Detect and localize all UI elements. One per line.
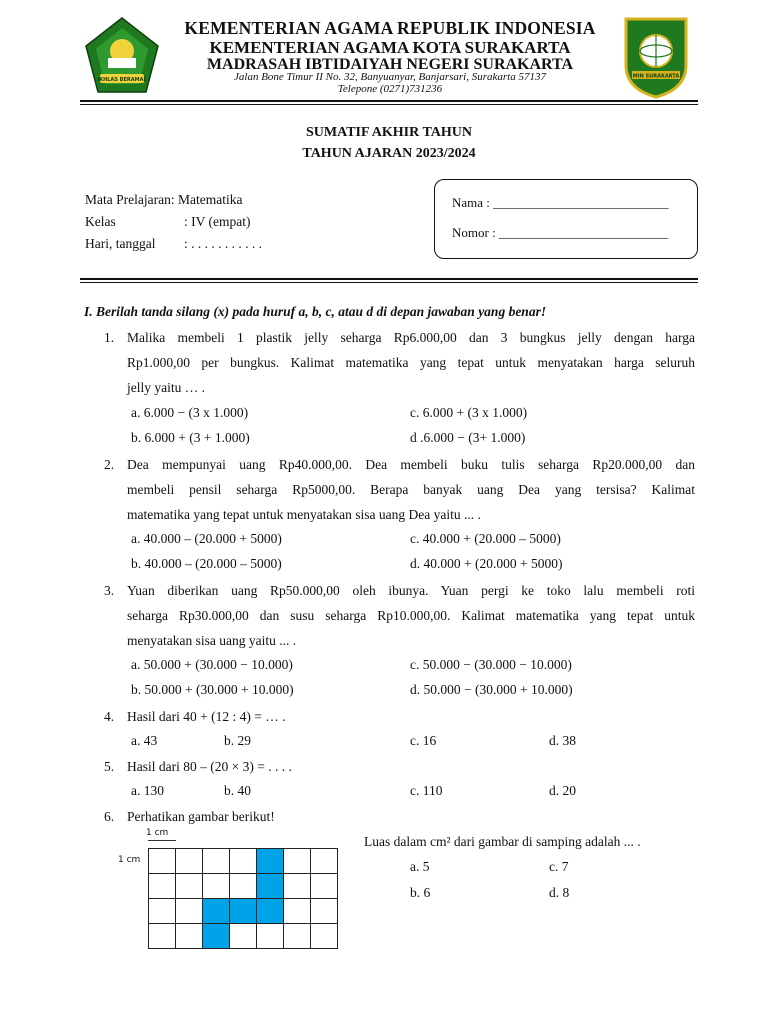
answer-option[interactable]: b. 6.000 + (3 + 1.000) <box>131 430 250 445</box>
grid-cell <box>175 923 203 949</box>
answer-option[interactable]: d. 50.000 − (30.000 + 10.000) <box>410 682 573 697</box>
logo-motto: IKHLAS BERAMAL <box>97 77 147 83</box>
grid-cell <box>175 873 203 899</box>
grid-cell <box>283 898 311 924</box>
school-name: MADRASAH IBTIDAIYAH NEGERI SURAKARTA <box>206 56 574 73</box>
question-line: jelly yaitu … . <box>127 380 205 395</box>
answer-option[interactable]: a. 40.000 – (20.000 + 5000) <box>131 531 282 546</box>
question-number: 6. <box>104 809 115 824</box>
answer-option[interactable]: c. 50.000 − (30.000 − 10.000) <box>410 657 572 672</box>
answer-option[interactable]: c. 110 <box>410 783 443 798</box>
ministry-logo <box>84 16 160 98</box>
answer-option[interactable]: c. 40.000 + (20.000 – 5000) <box>410 531 561 546</box>
grid-cell <box>310 848 338 874</box>
answer-option[interactable]: a. 130 <box>131 783 164 798</box>
question-line: Hasil dari 40 + (12 : 4) = … . <box>127 709 286 724</box>
answer-option[interactable]: b. 40.000 – (20.000 – 5000) <box>131 556 282 571</box>
question-number: 5. <box>104 759 115 774</box>
question-number: 4. <box>104 709 115 724</box>
question-line: matematika yang tepat untuk menyatakan sisa uang Dea yaitu ... . <box>127 507 481 522</box>
grid-cell-filled <box>256 898 284 924</box>
header-divider <box>80 100 698 102</box>
grid-cell-filled <box>256 873 284 899</box>
grid-cell <box>175 848 203 874</box>
grid-cell <box>310 898 338 924</box>
question-number: 3. <box>104 583 115 598</box>
exam-title: SUMATIF AKHIR TAHUN <box>306 125 472 140</box>
grid-cell <box>175 898 203 924</box>
academic-year: TAHUN AJARAN 2023/2024 <box>302 146 476 161</box>
dimension-label-top: 1 cm <box>146 828 169 838</box>
ministry-title: KEMENTERIAN AGAMA REPUBLIK INDONESIA <box>184 18 596 38</box>
answer-option[interactable]: d .6.000 − (3+ 1.000) <box>410 430 526 445</box>
dimension-label-left: 1 cm <box>118 855 141 865</box>
question-line: Malika membeli 1 plastik jelly seharga Rp6.000,00 dan 3 bungkus jelly dengan harga <box>127 330 695 345</box>
grid-cell-filled <box>202 898 230 924</box>
answer-option[interactable]: d. 40.000 + (20.000 + 5000) <box>410 556 563 571</box>
answer-option[interactable]: d. 20 <box>549 783 576 798</box>
grid-cell <box>310 873 338 899</box>
grid-cell <box>229 873 257 899</box>
grid-cell-filled <box>256 848 284 874</box>
answer-option[interactable]: a. 43 <box>131 733 158 748</box>
class-value: : IV (empat) <box>184 214 251 229</box>
grid-cell-filled <box>229 898 257 924</box>
school-address: Jalan Bone Timur II No. 32, Banyuanyar, Banjarsari, Surakarta 57137 <box>234 71 546 83</box>
grid-cell <box>148 873 176 899</box>
subject-label: Mata Prelajaran: Matematika <box>85 192 243 207</box>
school-logo-ribbon: MIN SURAKARTA <box>632 73 680 80</box>
question-line: Yuan diberikan uang Rp50.000,00 oleh ibunya. Yuan pergi ke toko lalu membeli roti <box>127 583 695 598</box>
school-logo <box>622 15 690 99</box>
question-line: Hasil dari 80 – (20 × 3) = . . . . <box>127 759 292 774</box>
number-field[interactable]: Nomor : __________________________ <box>452 225 668 240</box>
grid-cell <box>202 873 230 899</box>
grid-cell <box>283 923 311 949</box>
dimension-tick-top <box>148 840 176 841</box>
question-number: 2. <box>104 457 115 472</box>
grid-cell <box>148 848 176 874</box>
grid-cell <box>148 923 176 949</box>
answer-option[interactable]: b. 6 <box>410 885 431 900</box>
student-id-box <box>434 179 698 259</box>
answer-option[interactable]: a. 50.000 + (30.000 − 10.000) <box>131 657 293 672</box>
date-value: : . . . . . . . . . . . <box>184 236 263 251</box>
section-divider-thin <box>80 282 698 283</box>
grid-cell <box>229 923 257 949</box>
question-line: Rp1.000,00 per bungkus. Kalimat matematika yang tepat untuk menyatakan harga seluruh <box>127 355 695 370</box>
grid-cell <box>202 848 230 874</box>
answer-option[interactable]: c. 16 <box>410 733 437 748</box>
answer-option[interactable]: d. 38 <box>549 733 576 748</box>
class-label: Kelas <box>85 214 116 229</box>
question-line: menyatakan sisa uang yaitu ... . <box>127 633 297 648</box>
school-phone: Telepone (0271)731236 <box>337 83 443 95</box>
answer-option[interactable]: a. 5 <box>410 859 430 874</box>
section-instructions: I. Berilah tanda silang (x) pada huruf a, b, c, atau d di depan jawaban yang benar! <box>84 304 547 319</box>
header-divider-thin <box>80 104 698 105</box>
answer-option[interactable]: b. 40 <box>224 783 251 798</box>
grid-cell <box>283 873 311 899</box>
city-ministry-title: KEMENTERIAN AGAMA KOTA SURAKARTA <box>209 38 571 57</box>
question-number: 1. <box>104 330 115 345</box>
section-divider <box>80 278 698 280</box>
grid-cell <box>310 923 338 949</box>
grid-cell <box>256 923 284 949</box>
date-label: Hari, tanggal <box>85 236 156 251</box>
name-field[interactable]: Nama : ___________________________ <box>452 195 669 210</box>
answer-option[interactable]: b. 29 <box>224 733 251 748</box>
grid-cell <box>148 898 176 924</box>
answer-option[interactable]: c. 7 <box>549 859 569 874</box>
question-line: seharga Rp30.000,00 dan susu seharga Rp10.000,00. Kalimat matematika yang tepat untuk <box>127 608 695 623</box>
answer-option[interactable]: a. 6.000 − (3 x 1.000) <box>131 405 249 420</box>
answer-option[interactable]: d. 8 <box>549 885 570 900</box>
answer-option[interactable]: c. 6.000 + (3 x 1.000) <box>410 405 528 420</box>
grid-cell-filled <box>202 923 230 949</box>
figure-question: Luas dalam cm² dari gambar di samping adalah ... . <box>364 834 641 849</box>
question-line: Perhatikan gambar berikut! <box>127 809 275 824</box>
question-line: Dea mempunyai uang Rp40.000,00. Dea membeli buku tulis seharga Rp20.000,00 dan <box>127 457 695 472</box>
question-line: membeli pensil seharga Rp5000,00. Berapa banyak uang Dea yang tersisa? Kalimat <box>127 482 695 497</box>
grid-cell <box>229 848 257 874</box>
answer-option[interactable]: b. 50.000 + (30.000 + 10.000) <box>131 682 294 697</box>
grid-cell <box>283 848 311 874</box>
